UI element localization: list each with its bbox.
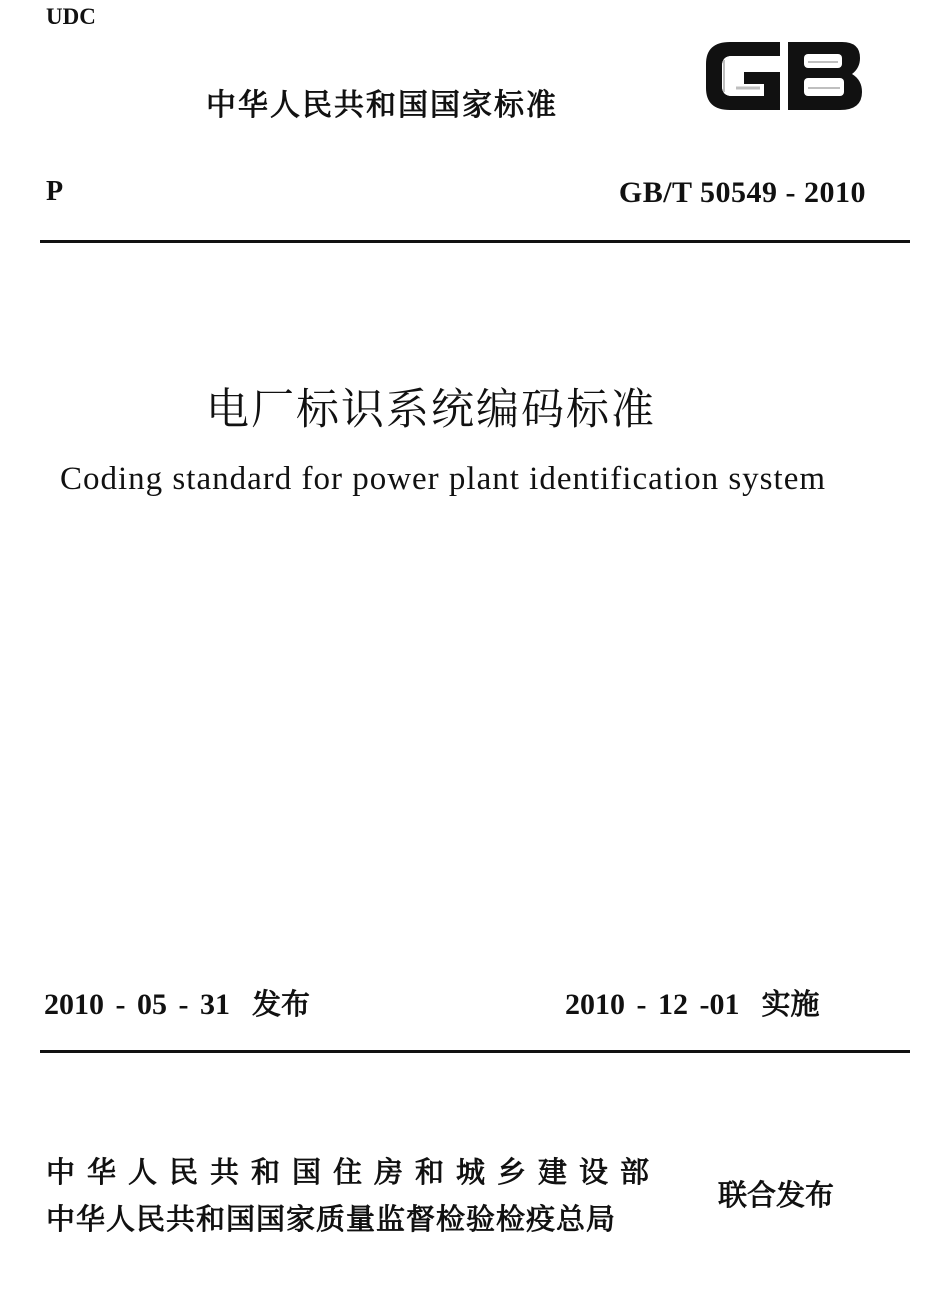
implementation-label: 实施: [761, 987, 820, 1021]
bottom-divider: [40, 1050, 910, 1053]
top-divider: [40, 240, 910, 243]
implementation-date: 2010 - 12 -01: [565, 988, 740, 1021]
issuer-aqsiq: 中华人民共和国国家质量监督检验检疫总局: [46, 1202, 617, 1236]
issue-label: 发布: [251, 987, 310, 1021]
gb-logo-g: [706, 42, 780, 110]
gb-logo: [700, 34, 866, 118]
national-standard-heading: 中华人民共和国国家标准: [206, 88, 558, 123]
udc-label: UDC: [46, 4, 96, 29]
issue-date: 2010 - 05 - 31: [44, 988, 230, 1021]
classification-code: P: [46, 176, 64, 207]
implementation-date-block: [565, 982, 820, 1023]
issuer-ministry-housing: 中华人民共和国住房和城乡建设部: [46, 1155, 662, 1189]
standard-number: GB/T 50549 - 2010: [618, 176, 866, 209]
title-english: Coding standard for power plant identification system: [60, 461, 827, 497]
joint-issue-label: 联合发布: [718, 1178, 835, 1212]
gb-logo-b: [788, 42, 862, 110]
title-chinese: 电厂标识系统编码标准: [206, 385, 656, 435]
issue-date-block: [44, 982, 310, 1023]
